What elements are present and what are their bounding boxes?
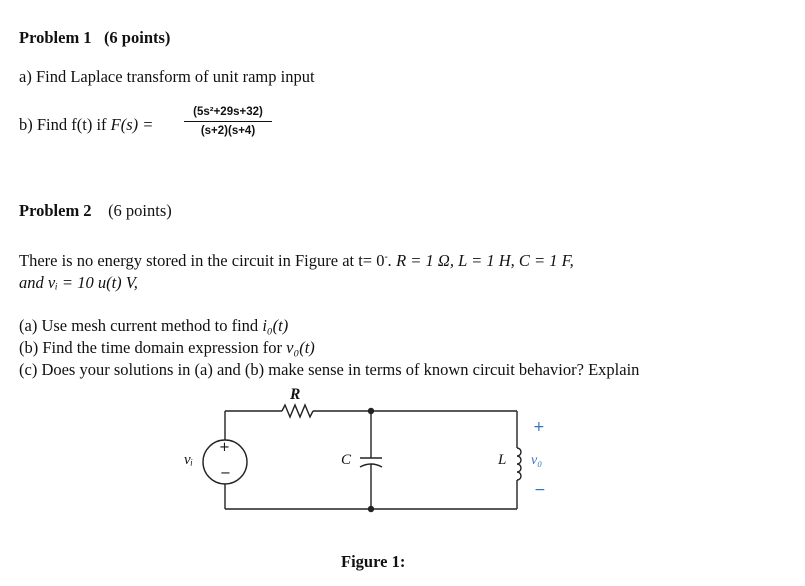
problem1-part-b-func: F(s) = (110, 115, 154, 134)
output-minus-sign: − (534, 482, 546, 498)
fraction-numerator: (5s²+29s+32) (193, 106, 263, 118)
problem1-title: Problem 1 (19, 28, 92, 47)
problem2-part-c: (c) Does your solutions in (a) and (b) make sense in terms of known circuit behavior? Explain (19, 360, 640, 379)
problem2-intro-line2: and vᵢ = 10 u(t) V, (19, 273, 138, 292)
fraction-denominator: (s+2)(s+4) (200, 125, 256, 137)
inductor-coil (517, 448, 521, 480)
resistor-label: R (290, 386, 301, 403)
problem2-intro-math: . R = 1 Ω, L = 1 H, C = 1 F, (387, 251, 574, 270)
problem2-points: (6 points) (108, 201, 172, 220)
junction-dot-bottom (368, 506, 374, 512)
source-label: vᵢ (184, 452, 194, 468)
problem1-points: (6 points) (103, 28, 171, 47)
problem2-part-a-text: (a) Use mesh current method to find (19, 316, 259, 335)
inductor-label: L (498, 452, 507, 468)
problem2-intro-text: There is no energy stored in the circuit in Figure at t= 0 (19, 251, 385, 270)
output-voltage-label: v₀ (531, 453, 543, 468)
figure-caption: Figure 1: (341, 552, 406, 571)
source-plus-sign: + (219, 440, 230, 455)
output-plus-sign: + (533, 419, 545, 435)
resistor-symbol (282, 405, 313, 417)
capacitor-label: C (341, 452, 352, 468)
problem2-title: Problem 2 (19, 201, 92, 220)
problem2-part-b-math: v₀(t) (286, 338, 315, 357)
problem2-part-b-text: (b) Find the time domain expression for (19, 338, 283, 357)
problem2-part-a-math: i₀(t) (262, 316, 289, 335)
problem2-intro-superscript: - (384, 251, 388, 263)
junction-dot-top (368, 408, 374, 414)
source-minus-sign: − (220, 466, 231, 481)
problem1-part-b-prefix: b) Find f(t) if (19, 115, 107, 134)
problem1-part-a: a) Find Laplace transform of unit ramp input (19, 67, 315, 86)
